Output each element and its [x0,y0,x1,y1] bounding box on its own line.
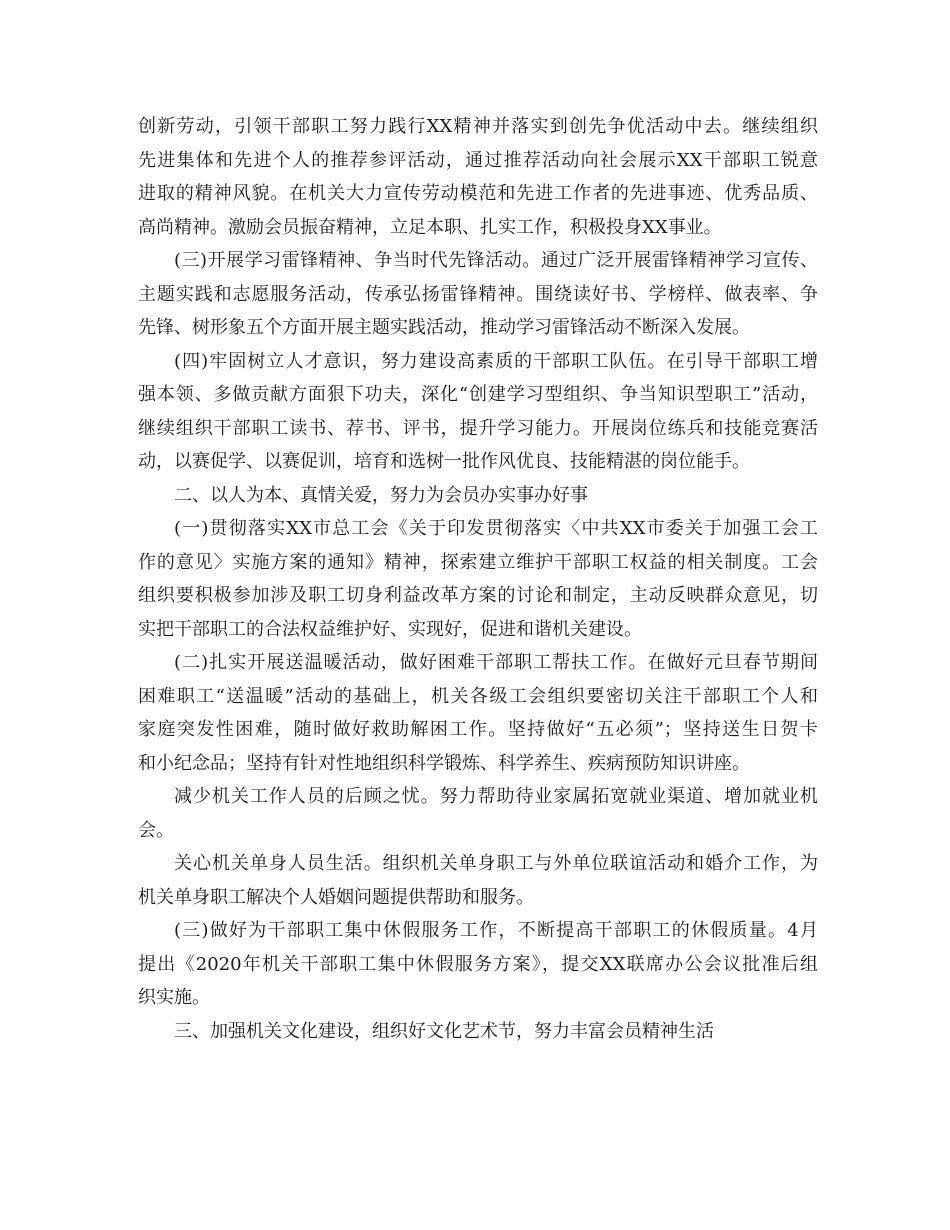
text-line: (一)贯彻落实XX市总工会《关于印发贯彻落实〈中共XX市委关于加强工会工 [174,518,818,539]
text-line: 动，以赛促学、以赛促训，培育和选树一批作风优良、技能精湛的岗位能手。 [138,451,750,472]
text-line: 提出《2020年机关干部职工集中休假服务方案》，提交XX联席办公会议批准后组 [138,953,818,975]
text-line: 织实施。 [138,987,210,1008]
text-line: 减少机关工作人员的后顾之忧。努力帮助待业家属拓宽就业渠道、增加就业机 [174,786,818,807]
text-line: 会。 [138,819,174,841]
text-line: 主题实践和志愿服务活动，传承弘扬雷锋精神。围绕读好书、学榜样、做表率、争 [138,283,818,305]
text-line: 困难职工“送温暖”活动的基础上，机关各级工会组织要密切关注干部职工个人和 [138,685,818,707]
text-line: (三)开展学习雷锋精神、争当时代先锋活动。通过广泛开展雷锋精神学习宣传、 [174,250,818,271]
text-line: 组织要积极参加涉及职工切身利益改革方案的讨论和制定，主动反映群众意见，切 [138,585,818,606]
text-line: (四)牢固树立人才意识，努力建设高素质的干部职工队伍。在引导干部职工增 [174,350,818,372]
text-line: 进取的精神风貌。在机关大力宣传劳动模范和先进工作者的先进事迹、优秀品质、 [138,183,818,204]
text-line: 先锋、树形象五个方面开展主题实践活动，推动学习雷锋活动不断深入发展。 [138,317,750,338]
text-line: 继续组织干部职工读书、荐书、评书，提升学习能力。开展岗位练兵和技能竞赛活 [138,417,818,439]
text-line: 关心机关单身人员生活。组织机关单身职工与外单位联谊活动和婚介工作，为 [174,853,818,874]
text-line: 实把干部职工的合法权益维护好、实现好，促进和谐机关建设。 [138,618,642,640]
text-line: 先进集体和先进个人的推荐参评活动，通过推荐活动向社会展示XX干部职工锐意 [138,149,818,171]
text-line: 高尚精神。激励会员振奋精神，立足本职、扎实工作，积极投身XX事业。 [138,216,722,238]
text-line: 强本领、多做贡献方面狠下功夫，深化“创建学习型组织、争当知识型职工”活动， [138,384,818,405]
text-line: 作的意见〉实施方案的通知》精神，探索建立维护干部职工权益的相关制度。工会 [138,551,818,573]
text-line: 和小纪念品；坚持有针对性地组织科学锻炼、科学养生、疾病预防知识讲座。 [138,752,750,774]
document-body [138,110,818,1048]
text-line: (二)扎实开展送温暖活动，做好困难干部职工帮扶工作。在做好元旦春节期间 [174,652,818,673]
text-line: 三、加强机关文化建设，组织好文化艺术节，努力丰富会员精神生活 [174,1020,714,1042]
text-line: 家庭突发性困难，随时做好救助解困工作。坚持做好“五必须”；坚持送生日贺卡 [138,719,818,740]
text-line: 创新劳动，引领干部职工努力践行XX精神并落实到创先争优活动中去。继续组织 [138,116,818,137]
text-line: 机关单身职工解决个人婚姻问题提供帮助和服务。 [138,886,534,908]
text-line: 二、以人为本、真情关爱，努力为会员办实事办好事 [174,484,588,506]
text-line: (三)做好为干部职工集中休假服务工作，不断提高干部职工的休假质量。4月 [174,920,818,941]
